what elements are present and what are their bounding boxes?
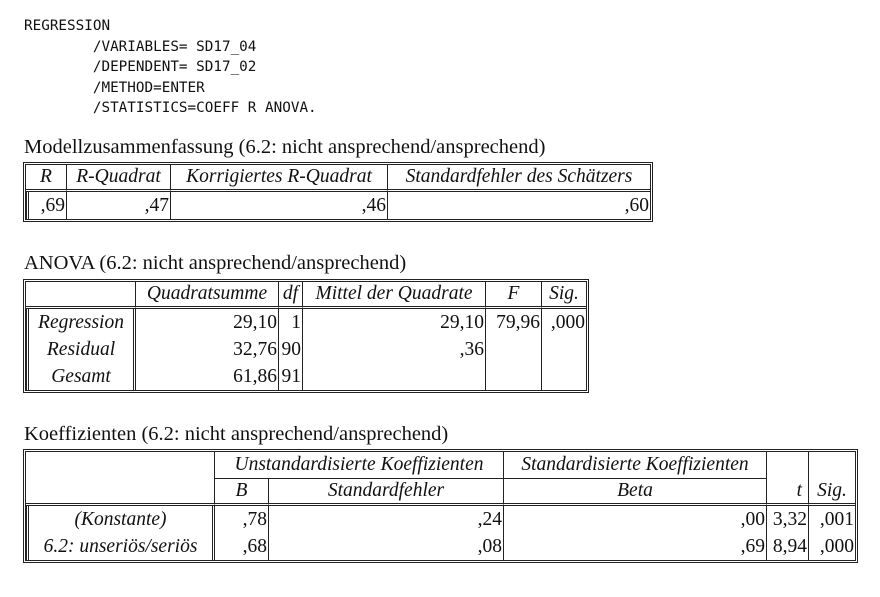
col-header: Standardfehler des Schätzers — [387, 165, 650, 192]
cell: ,24 — [268, 506, 503, 533]
cell: ,69 — [503, 533, 766, 560]
row-label: (Konstante) — [26, 506, 215, 533]
table-row — [26, 192, 650, 219]
table-row — [26, 363, 586, 390]
regression-syntax — [24, 16, 317, 119]
cell: 3,32 — [766, 506, 808, 533]
anova-table — [23, 279, 589, 393]
model-summary-title: Modellzusammenfassung (6.2: nicht ansprechend/ansprechend) — [24, 136, 546, 158]
col-header: Beta — [503, 479, 766, 506]
col-header: Sig. — [808, 479, 855, 506]
table-row — [26, 533, 855, 560]
col-header: Quadratsumme — [136, 282, 278, 309]
cell: ,000 — [541, 309, 586, 336]
cell: 29,10 — [233, 311, 277, 333]
row-label: Gesamt — [26, 363, 136, 390]
cell — [485, 336, 541, 363]
syntax-line: /METHOD=ENTER — [24, 79, 205, 96]
cell — [541, 363, 586, 390]
cell — [302, 363, 485, 390]
cell: 91 — [278, 363, 302, 390]
col-header: Standardfehler — [268, 479, 503, 506]
cell — [485, 363, 541, 390]
cell: ,68 — [242, 535, 267, 557]
blank-cell — [808, 452, 855, 479]
row-label: 6.2: unseriös/seriös — [26, 533, 215, 560]
anova-title: ANOVA (6.2: nicht ansprechend/ansprechend) — [24, 252, 407, 274]
col-header: R-Quadrat — [66, 165, 170, 192]
table-row — [26, 309, 586, 336]
cell: 1 — [278, 309, 302, 336]
cell: ,000 — [808, 533, 855, 560]
col-header: F — [485, 282, 541, 309]
cell-adjusted-r-squared: ,46 — [170, 192, 387, 219]
cell-std-error: ,60 — [387, 192, 650, 219]
cell: 8,94 — [766, 533, 808, 560]
cell: 29,10 — [302, 309, 485, 336]
group-header-standardized: Standardisierte Koeffizienten — [503, 452, 766, 479]
col-header: Mittel der Quadrate — [302, 282, 485, 309]
group-header-unstandardized: Unstandardisierte Koeffizienten — [215, 452, 503, 479]
cell: 61,86 — [233, 365, 277, 387]
table-row — [26, 336, 586, 363]
cell: ,36 — [302, 336, 485, 363]
col-header: B — [215, 479, 268, 506]
syntax-line: /VARIABLES= SD17_04 — [24, 38, 257, 55]
col-header: t — [766, 479, 808, 506]
cell: 32,76 — [233, 338, 277, 360]
cell: ,001 — [808, 506, 855, 533]
col-header: R — [26, 165, 66, 192]
cell-r: ,69 — [26, 192, 66, 219]
model-summary-header-row — [26, 165, 650, 192]
anova-header-row — [26, 282, 586, 309]
coefficients-group-header-row — [26, 452, 855, 479]
row-label: Residual — [26, 336, 136, 363]
col-header: Sig. — [541, 282, 586, 309]
col-header: Korrigiertes R-Quadrat — [170, 165, 387, 192]
blank-cell — [766, 452, 808, 479]
row-label: Regression — [26, 309, 136, 336]
cell: 90 — [278, 336, 302, 363]
syntax-line: /STATISTICS=COEFF R ANOVA. — [24, 100, 317, 117]
syntax-line: REGRESSION — [24, 18, 111, 34]
coefficients-table — [23, 449, 858, 563]
cell: ,08 — [268, 533, 503, 560]
syntax-line: /DEPENDENT= SD17_02 — [24, 59, 257, 76]
table-row — [26, 506, 855, 533]
cell: ,00 — [503, 506, 766, 533]
cell: 79,96 — [485, 309, 541, 336]
corner-cell — [26, 282, 136, 309]
col-header: df — [278, 282, 302, 309]
cell: ,78 — [242, 508, 267, 530]
corner-cell — [26, 452, 215, 506]
cell — [541, 336, 586, 363]
cell-r-squared: ,47 — [66, 192, 170, 219]
coefficients-title: Koeffizienten (6.2: nicht ansprechend/ansprechend) — [24, 423, 449, 445]
model-summary-table — [23, 162, 653, 222]
